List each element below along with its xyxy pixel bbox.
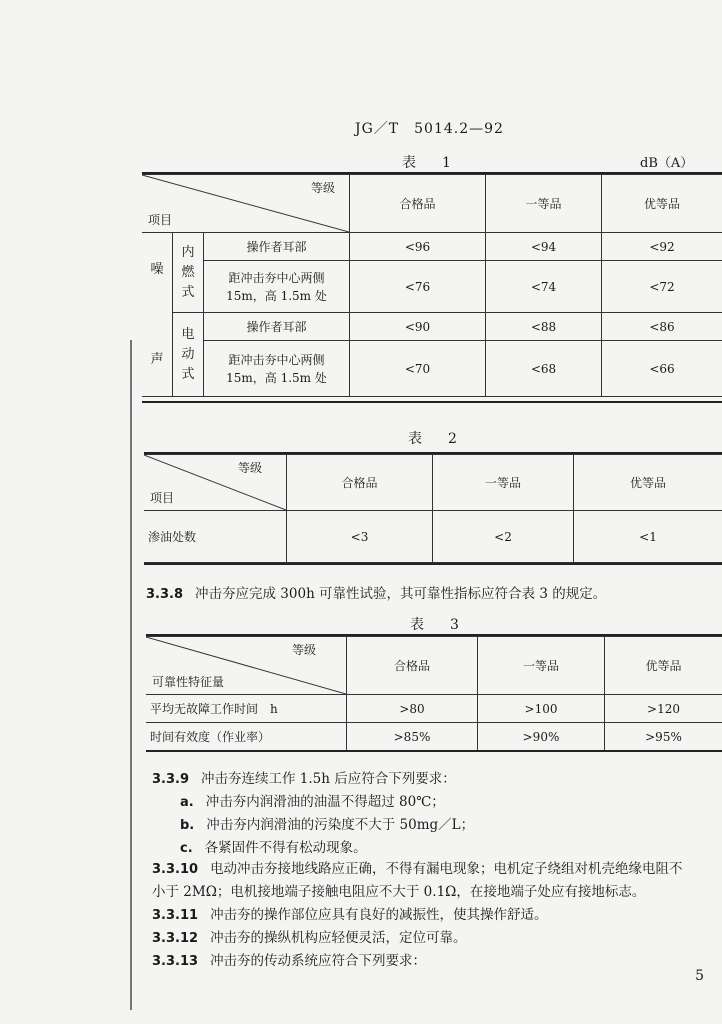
clause-3-3-10-continued [152,880,645,900]
table1-row2-v3: <72 [602,261,722,313]
clause-3-3-12 [152,926,467,946]
table1-row4-v3: <66 [602,341,722,397]
clause-3-3-8-text: 冲击夯应完成 300h 可靠性试验，其可靠性指标应符合表 3 的规定。 [195,586,607,602]
clause-3-3-9-number: 3.3.9 [152,772,190,787]
table1-grade-label: 等级 [310,181,335,195]
table2-diagonal-header [144,455,287,511]
clause-3-3-11 [152,903,548,923]
table1-row4-item: 距冲击夯中心两侧 15m，高 1.5m 处 [204,341,350,397]
page-number: 5 [695,968,704,984]
table1-grade-2: 一等品 [486,175,602,233]
electric-char-2: 动 [181,346,195,362]
table1-diagonal-header [142,175,350,233]
electric-char-3: 式 [181,366,195,382]
electric-char-1: 电 [181,326,195,342]
table2-caption: 表 2 [408,431,463,447]
table3-grade-2: 一等品 [478,637,605,695]
table1-caption: 表 1 [402,155,457,171]
clause-3-3-10 [152,857,683,877]
table2-bottom-rule [144,563,722,565]
table1-grade-3: 优等品 [602,175,722,233]
clause-item-a [180,790,445,810]
internal-char-2: 燃 [181,264,195,280]
table1-sub-internal [173,233,204,313]
table3-row1-v1: >80 [347,695,478,723]
table3-row2-v3: >95% [605,723,722,751]
clause-3-3-8 [146,582,606,602]
table3-row2-v2: >90% [478,723,605,751]
clause-item-a-text: 冲击夯内润滑油的油温不得超过 80℃； [205,794,445,810]
table1-unit: dB（A） [640,156,694,171]
clause-item-c-label: c. [180,841,193,856]
table2-v3: <1 [574,511,722,563]
clause-3-3-10-number: 3.3.10 [152,862,199,877]
table1-sub-electric [173,313,204,397]
table2-v1: <3 [287,511,433,563]
table3-row1-v3: >120 [605,695,722,723]
table3-caption: 表 3 [410,617,465,633]
table2 [144,454,722,563]
clause-item-c-text: 各紧固件不得有松动现象。 [204,840,367,856]
table3-item-label: 可靠性特征量 [152,675,225,689]
table2-row-label: 渗油处数 [144,511,287,563]
table1-row1-item: 操作者耳部 [204,233,350,261]
table3-row1-v2: >100 [478,695,605,723]
table1-row2-v2: <74 [486,261,602,313]
clause-3-3-13 [152,949,426,969]
table1-row1-v3: <92 [602,233,722,261]
table1-row1-v2: <94 [486,233,602,261]
clause-3-3-8-number: 3.3.8 [146,587,184,602]
table1-row4-v1: <70 [350,341,486,397]
table1-grade-1: 合格品 [350,175,486,233]
clause-3-3-12-number: 3.3.12 [152,931,199,946]
table3 [146,636,722,751]
clause-item-b-text: 冲击夯内润滑油的污染度不大于 50mg／L； [206,817,475,833]
standard-code: JG／T 5014.2—92 [355,121,504,137]
binding-margin-line [130,340,132,1010]
clause-item-a-label: a. [180,795,194,810]
table2-v2: <2 [433,511,574,563]
internal-char-1: 内 [181,244,195,260]
table1-row3-v2: <88 [486,313,602,341]
table1-row3-v3: <86 [602,313,722,341]
clause-3-3-13-number: 3.3.13 [152,954,199,969]
table3-row2-item: 时间有效度（作业率） [146,723,347,751]
table3-diagonal-header [146,637,347,695]
clause-item-c [180,836,367,856]
noise-char-2: 声 [150,351,164,367]
table2-item-label: 项目 [150,491,175,505]
table2-grade-2: 一等品 [433,455,574,511]
table1-row2-item: 距冲击夯中心两侧 15m，高 1.5m 处 [204,261,350,313]
table1-row1-v1: <96 [350,233,486,261]
table1-group-noise [142,233,173,397]
table1-row3-v1: <90 [350,313,486,341]
clause-3-3-10-continued-text: 小于 2MΩ；电机接地端子接触电阻应不大于 0.1Ω，在接地端子处应有接地标志。 [152,884,646,900]
table1 [142,174,722,397]
noise-char-1: 噪 [150,261,164,277]
table3-row2-v1: >85% [347,723,478,751]
clause-3-3-9-text: 冲击夯连续工作 1.5h 后应符合下列要求： [201,771,456,787]
table1-row2-v1: <76 [350,261,486,313]
clause-item-b-label: b. [180,818,195,833]
table2-grade-1: 合格品 [287,455,433,511]
clause-3-3-11-number: 3.3.11 [152,908,199,923]
table2-grade-3: 优等品 [574,455,722,511]
clause-3-3-13-text: 冲击夯的传动系统应符合下列要求： [210,953,427,969]
table3-grade-label: 等级 [291,643,316,657]
clause-3-3-9 [152,767,456,787]
clause-3-3-12-text: 冲击夯的操纵机构应轻便灵活，定位可靠。 [210,930,467,946]
table3-bottom-rule [146,750,722,752]
table1-row3-item: 操作者耳部 [204,313,350,341]
clause-item-b [180,813,474,833]
clause-3-3-11-text: 冲击夯的操作部位应具有良好的减振性，使其操作舒适。 [210,907,548,923]
table1-row4-v2: <68 [486,341,602,397]
internal-char-3: 式 [181,284,195,300]
table3-row1-item: 平均无故障工作时间 h [146,695,347,723]
table3-grade-1: 合格品 [347,637,478,695]
table2-grade-label: 等级 [237,461,262,475]
table3-grade-3: 优等品 [605,637,722,695]
table1-bottom-rule [142,401,722,403]
table1-item-label: 项目 [148,213,173,227]
clause-3-3-10-text: 电动冲击夯接地线路应正确，不得有漏电现象；电机定子绕组对机壳绝缘电阻不 [210,861,683,877]
